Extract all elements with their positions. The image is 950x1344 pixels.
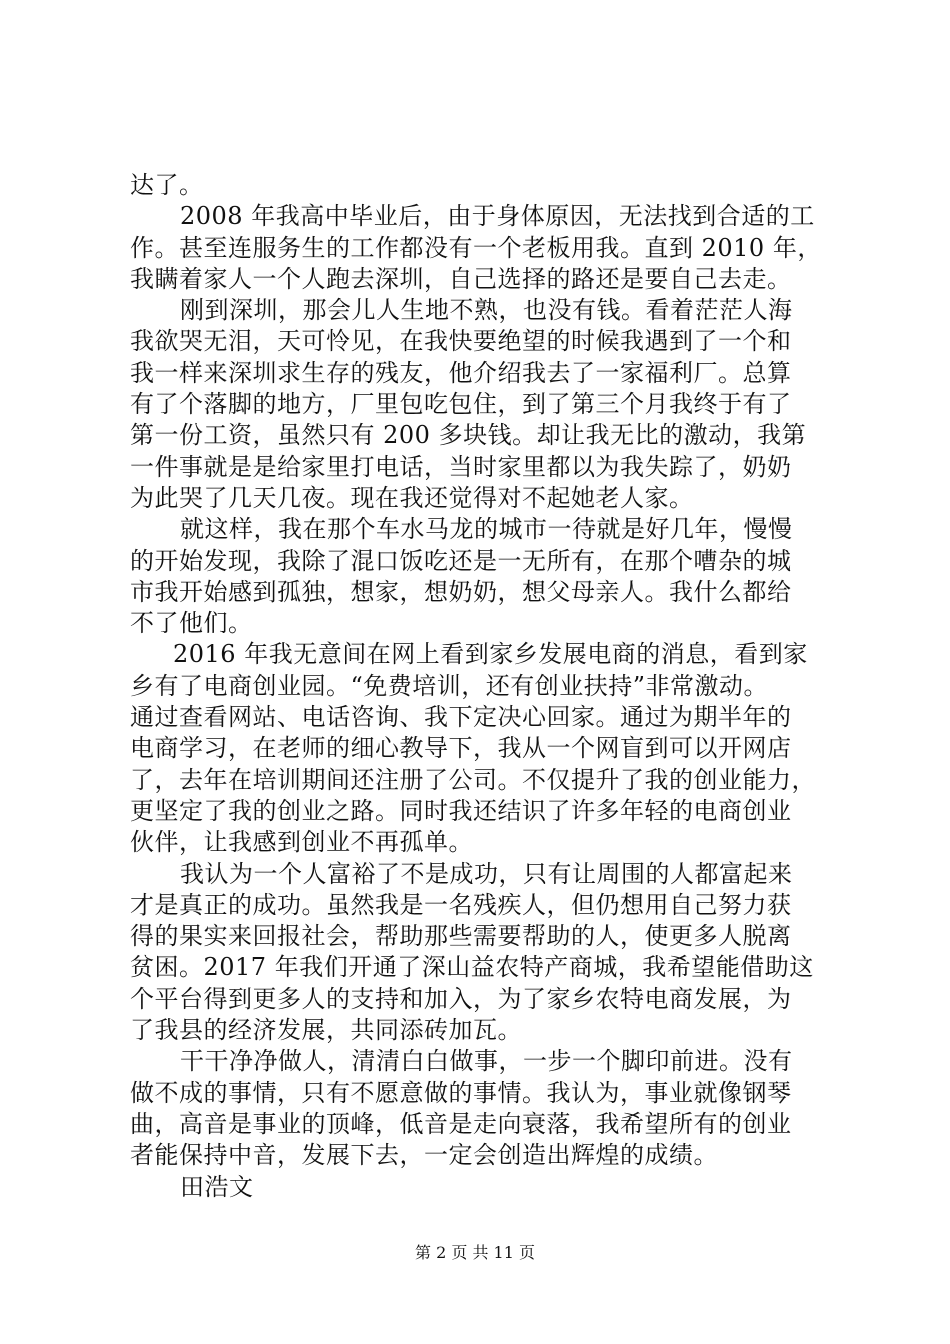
text-line: 伙伴，让我感到创业不再孤单。 bbox=[130, 828, 473, 857]
text-line: 我瞒着家人一个人跑去深圳，自己选择的路还是要自己去走。 bbox=[130, 264, 792, 293]
text-line: 了，去年在培训期间还注册了公司。不仅提升了我的创业能力， bbox=[130, 765, 816, 794]
text-line: 我认为一个人富裕了不是成功，只有让周围的人都富起来 bbox=[180, 859, 793, 888]
text-line: 刚到深圳，那会儿人生地不熟，也没有钱。看着茫茫人海 bbox=[180, 296, 793, 325]
text-line: 才是真正的成功。虽然我是一名残疾人，但仍想用自己努力获 bbox=[130, 890, 792, 919]
text-line: 者能保持中音，发展下去，一定会创造出辉煌的成绩。 bbox=[130, 1141, 718, 1170]
document-body bbox=[130, 170, 830, 1203]
text-line: 不了他们。 bbox=[130, 609, 253, 638]
author-signature: 田浩文 bbox=[180, 1172, 254, 1201]
text-line: 就这样，我在那个车水马龙的城市一待就是好几年，慢慢 bbox=[180, 515, 793, 544]
text-line: 有了个落脚的地方，厂里包吃包住，到了第三个月我终于有了 bbox=[130, 390, 792, 419]
text-line: 乡有了电商创业园。“免费培训，还有创业扶持”非常激动。 bbox=[130, 671, 769, 700]
text-line: 达了。 bbox=[130, 171, 204, 199]
text-line: 贫困。2017 年我们开通了深山益农特产商城，我希望能借助这 bbox=[130, 953, 814, 982]
text-line: 得的果实来回报社会，帮助那些需要帮助的人，使更多人脱离 bbox=[130, 922, 792, 951]
text-line: 曲，高音是事业的顶峰，低音是走向衰落，我希望所有的创业 bbox=[130, 1109, 792, 1138]
text-line: 第一份工资，虽然只有 200 多块钱。却让我无比的激动，我第 bbox=[130, 421, 807, 450]
text-line: 为此哭了几天几夜。现在我还觉得对不起她老人家。 bbox=[130, 483, 694, 512]
text-line: 2008 年我高中毕业后，由于身体原因，无法找到合适的工 bbox=[180, 202, 815, 231]
text-line: 干干净净做人，清清白白做事，一步一个脚印前进。没有 bbox=[180, 1047, 793, 1076]
text-line: 了我县的经济发展，共同添砖加瓦。 bbox=[130, 1016, 522, 1045]
page-number-footer: 第 2 页 共 11 页 bbox=[415, 1243, 535, 1262]
text-line: 电商学习，在老师的细心教导下，我从一个网盲到可以开网店 bbox=[130, 734, 792, 763]
text-line: 我欲哭无泪，天可怜见，在我快要绝望的时候我遇到了一个和 bbox=[130, 327, 792, 356]
text-line: 一件事就是是给家里打电话，当时家里都以为我失踪了，奶奶 bbox=[130, 452, 792, 481]
text-line: 做不成的事情，只有不愿意做的事情。我认为，事业就像钢琴 bbox=[130, 1078, 792, 1107]
text-line: 的开始发现，我除了混口饭吃还是一无所有，在那个嘈杂的城 bbox=[130, 546, 792, 575]
text-line: 我一样来深圳求生存的残友，他介绍我去了一家福利厂。总算 bbox=[130, 358, 792, 387]
text-line: 个平台得到更多人的支持和加入，为了家乡农特电商发展，为 bbox=[130, 984, 792, 1013]
text-line: 作。甚至连服务生的工作都没有一个老板用我。直到 2010 年， bbox=[130, 233, 822, 262]
text-line: 更坚定了我的创业之路。同时我还结识了许多年轻的电商创业 bbox=[130, 796, 792, 825]
text-line: 2016 年我无意间在网上看到家乡发展电商的消息，看到家 bbox=[173, 640, 808, 669]
text-line: 市我开始感到孤独，想家，想奶奶，想父母亲人。我什么都给 bbox=[130, 577, 792, 606]
text-line: 通过查看网站、电话咨询、我下定决心回家。通过为期半年的 bbox=[130, 703, 792, 732]
